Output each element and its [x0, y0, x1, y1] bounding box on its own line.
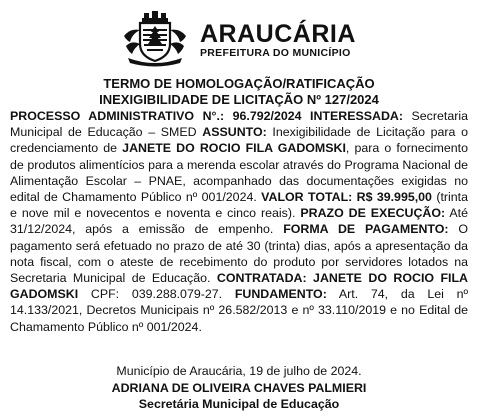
- brand-name: ARAUCÁRIA: [200, 20, 356, 48]
- pagamento-label: FORMA DE PAGAMENTO:: [283, 222, 449, 237]
- fundamento-label: FUNDAMENTO:: [234, 287, 327, 302]
- prazo-label: PRAZO DE EXECUÇÃO:: [300, 206, 446, 221]
- document-titles: [0, 76, 478, 108]
- contratada-label: CONTRATADA: JANETE DO ROCIO FILA GADOMSKI: [10, 271, 468, 302]
- objeto-text: , para o fornecimento de produtos alimentícios para a merenda escolar através do Programa Nacional de Alimentação Escolar – PNAE, acompanhado das documentações exigidas no edital de Chamamento Público nº 001/2024.: [10, 141, 468, 205]
- letterhead: [0, 6, 478, 68]
- brand-block: [200, 22, 370, 59]
- contratada-name-inline: JANETE DO ROCIO FILA GADOMSKI: [122, 141, 346, 156]
- assunto-label: ASSUNTO:: [202, 125, 267, 140]
- document-title: TERMO DE HOMOLOGAÇÃO/RATIFICAÇÃO: [103, 76, 375, 91]
- municipal-crest-icon: [120, 10, 190, 68]
- valor-text: (trinta e nove mil e novecentos e noventa e cinco reais).: [10, 190, 468, 221]
- cpf-text: CPF: 039.288.079-27.: [78, 287, 235, 302]
- processo-label: PROCESSO ADMINISTRATIVO N°.: 96.792/2024 INTERESSADA:: [10, 109, 403, 123]
- pagamento-text: O pagamento será efetuado no prazo de até 30 (trinta) dias, após a apresentação da nota fiscal, com o ateste de recebimento do produto por servidores lotados na Secretaria Municipal de Educação.: [10, 222, 468, 286]
- interessada-text: Secretaria Municipal de Educação – SMED: [10, 109, 468, 140]
- document-subtitle: INEXIGIBILIDADE DE LICITAÇÃO Nº 127/2024: [99, 92, 379, 107]
- document-body: [10, 108, 468, 335]
- assunto-text: Inexigibilidade de Licitação para o credenciamento de: [10, 125, 468, 156]
- brand-subtitle: PREFEITURA DO MUNICÍPIO: [200, 47, 351, 59]
- signature-block: [0, 363, 478, 413]
- prazo-text: Até 31/12/2024, após a emissão de empenho.: [10, 206, 468, 237]
- fundamento-text: Art. 74, da Lei nº 14.133/2021, Decretos Municipais nº 26.582/2013 e nº 33.110/2019 e no Edital de Chamamento Público nº 001/2024.: [10, 287, 468, 334]
- signatory-name: ADRIANA DE OLIVEIRA CHAVES PALMIERI: [111, 380, 367, 395]
- signatory-role: Secretária Municipal de Educação: [138, 397, 340, 411]
- valor-label: VALOR TOTAL: R$ 39.995,00: [261, 190, 432, 205]
- place-date: Município de Araucária, 19 de julho de 2024.: [116, 364, 362, 378]
